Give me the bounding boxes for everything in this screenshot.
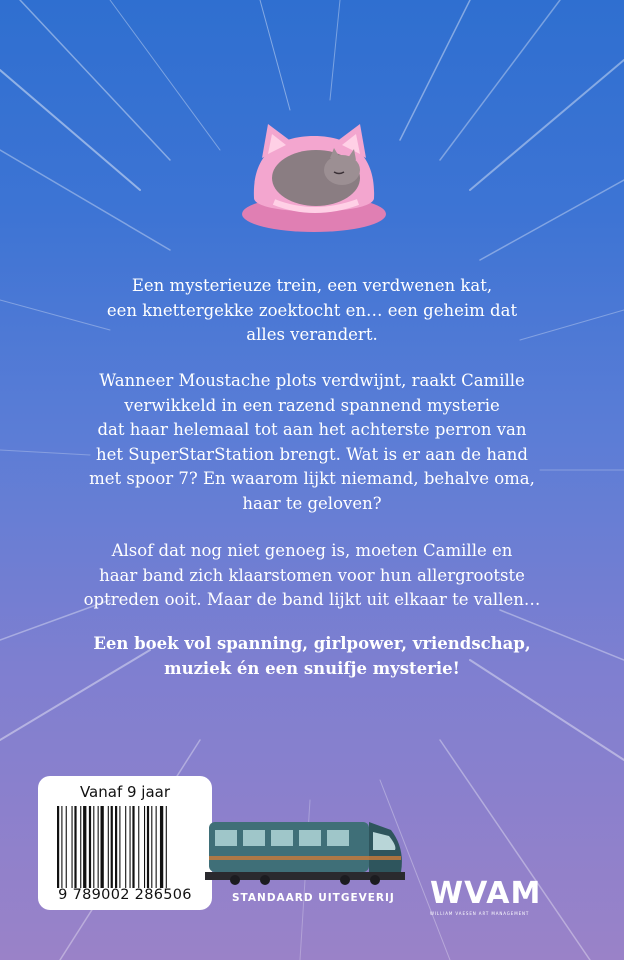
blurb-line: Een mysterieuze trein, een verdwenen kat,	[131, 276, 493, 295]
age-label: Vanaf 9 jaar	[79, 783, 171, 801]
blurb-line: haar te geloven?	[242, 493, 382, 513]
barcode-icon	[56, 806, 201, 888]
blurb-line: het SuperStarStation brengt. Wat is er aan de hand	[96, 444, 528, 464]
blurb-paragraph-1	[40, 274, 584, 348]
blurb-line: Alsof dat nog niet genoeg is, moeten Camille en	[111, 541, 513, 560]
blurb-line: Wanneer Moustache plots verdwijnt, raakt Camille	[99, 371, 525, 390]
barcode-panel	[38, 776, 212, 910]
logo-subtitle: WILLIAM VAESEN ART MANAGEMENT	[430, 911, 530, 916]
tagline-line: muziek én een snuifje mysterie!	[164, 658, 460, 678]
blurb-line: met spoor 7? En waarom lijkt niemand, behalve oma,	[89, 469, 535, 488]
wvam-logo	[430, 878, 542, 916]
blurb-line: dat haar helemaal tot aan het achterste perron van	[97, 420, 527, 439]
blurb-line: alles verandert.	[246, 325, 378, 344]
publisher-name: STANDAARD UITGEVERIJ	[232, 892, 395, 904]
isbn-number: 9 789002 286506	[58, 887, 192, 903]
blurb-line: haar band zich klaarstomen voor hun allergrootste	[99, 565, 525, 585]
tagline-line: Een boek vol spanning, girlpower, vriendschap,	[93, 634, 531, 653]
blurb-paragraph-3	[40, 539, 584, 613]
cat-in-bed-illustration	[234, 118, 394, 236]
train-illustration	[205, 808, 410, 890]
logo-text: WVAM	[430, 876, 542, 911]
blurb-line: optreden ooit. Maar de band lijkt uit elkaar te vallen…	[83, 590, 541, 609]
tagline	[40, 632, 584, 681]
blurb-paragraph-2	[40, 369, 584, 516]
blurb-line: een knettergekke zoektocht en… een geheim dat	[106, 300, 518, 320]
blurb-line: verwikkeld in een razend spannend mysterie	[124, 395, 500, 415]
